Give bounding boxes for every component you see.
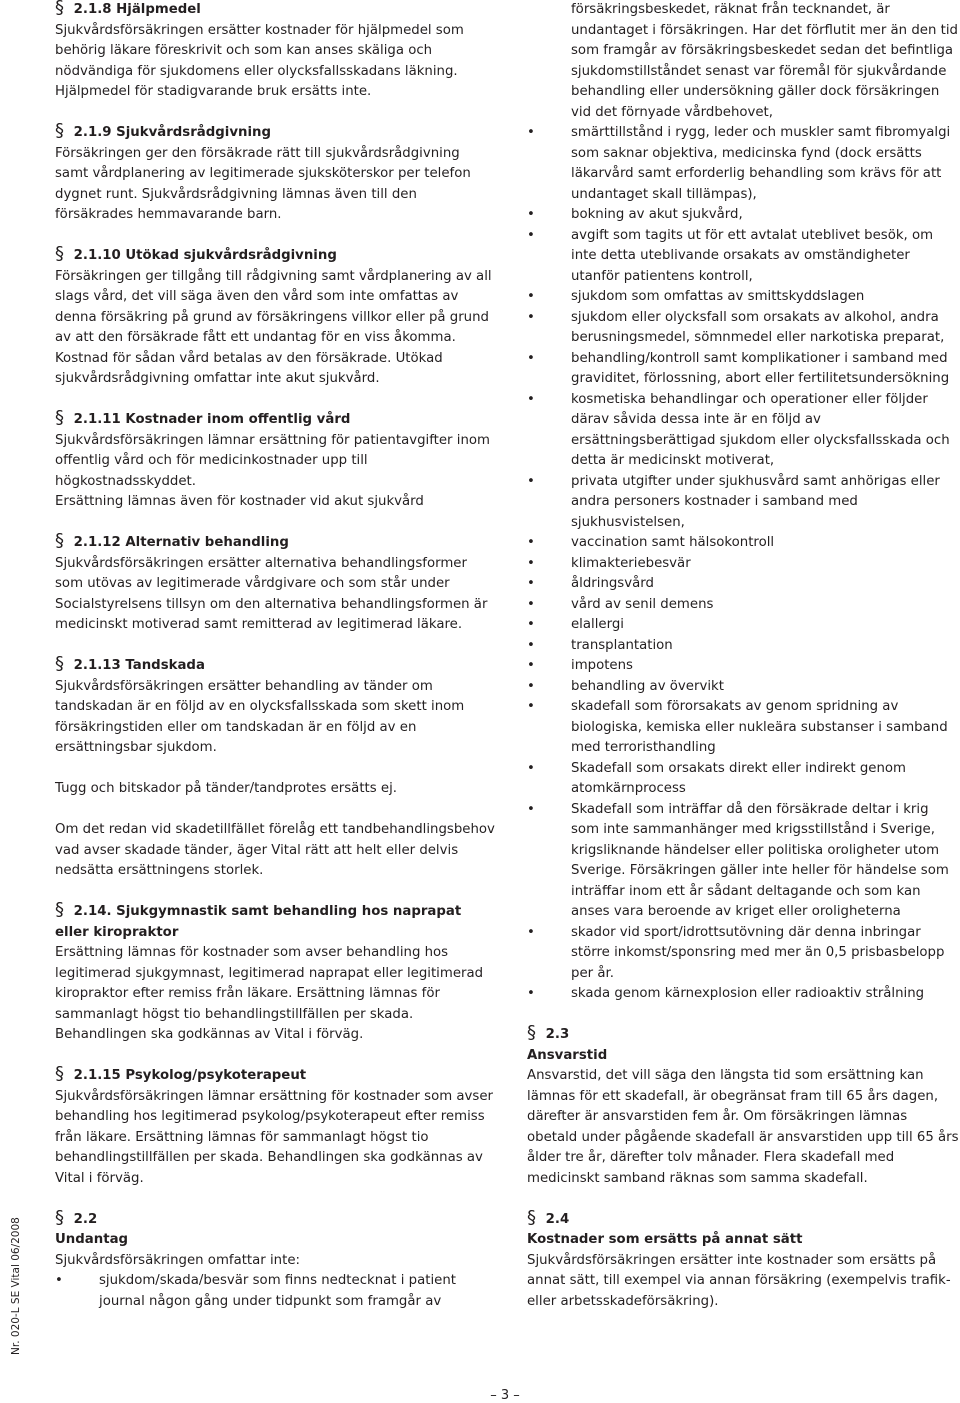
list-item: • Skadefall som orsakats direkt eller indirekt genom atomkärnprocess — [527, 759, 959, 800]
section-body-2: Ersättning lämnas även för kostnader vid akut sjukvård — [55, 494, 424, 509]
list-item: • elallergi — [527, 615, 959, 636]
heading-text: 2.1.10 Utökad sjukvårdsrådgivning — [73, 248, 337, 263]
list-item: • sjukdom/skada/besvär som finns nedtecknat i patient journal någon gång under tidpunkt som framgår av — [55, 1271, 495, 1312]
section-body: Försäkringen ger den försäkrade rätt till sjukvårdsrådgivning samt vårdplanering av legitimerade sjuksköterskor per telefon dygnet runt. Sjukvårdsrådgivning lämnas även till den försäkrades hemmavarande barn. — [55, 145, 471, 222]
section-number — [527, 1206, 959, 1231]
list-item: • Skadefall som inträffar då den försäkrade deltar i krig som inte sammanhänger med krigsstillstånd i Sverige, krigsliknande händelser eller politiska oroligheter utom Sverige. Försäkringen gäller inte heller för händelse som inträffar inom ett år sådant deltagande och som kan anses vara beroende av kriget eller oroligheterna — [527, 800, 959, 923]
section-2-1-9 — [55, 120, 495, 226]
section-2-1-15 — [55, 1063, 495, 1189]
section-heading: Undantag — [55, 1232, 129, 1247]
section-2-1-13 — [55, 653, 495, 882]
section-2-1-12 — [55, 530, 495, 636]
section-sign-icon: § — [55, 653, 64, 674]
heading-number: 2.3 — [545, 1027, 570, 1042]
section-sign-icon: § — [55, 407, 64, 428]
section-heading — [55, 243, 495, 267]
list-item: • behandling/kontroll samt komplikationer i samband med graviditet, förlossning, abort eller fertilitetsundersökning — [527, 349, 959, 390]
section-heading — [55, 899, 495, 943]
list-item: • privata utgifter under sjukhusvård samt anhörigas eller andra personers kostnader i samband med sjukhusvistelsen, — [527, 472, 959, 534]
list-item: • sjukdom som omfattas av smittskyddslagen — [527, 287, 959, 308]
section-body: Sjukvårdsförsäkringen lämnar ersättning för kostnader som avser behandling hos legitimerad psykolog/psykoterapeut efter remiss från läkare. Ersättning lämnas för sammanlagt högst tio behandlingstillfällen per skada. Behandlingen ska godkännas av Vital i förväg. — [55, 1088, 493, 1186]
document-reference: Nr. 020-L SE Vital 06/2008 — [10, 1217, 22, 1355]
section-body: Försäkringen ger tillgång till rådgivning samt vårdplanering av all slags vård, det vill säga även den vård som inte omfattas av denna försäkring på grund av försäkringens villkor eller på grund av att den försäkrade fått ett undantag för en viss åkomma. Kostnad för sådan vård betalas av den försäkrade. Utökad sjukvårdsrådgivning omfattar inte akut sjukvård. — [55, 268, 492, 386]
section-sign-icon: § — [527, 1022, 536, 1043]
section-heading — [55, 1063, 495, 1087]
heading-number: 2.4 — [545, 1211, 570, 1227]
section-body: Sjukvårdsförsäkringen ersätter behandling av tänder om tandskadan är en följd av en olycksfallsskada som skett inom försäkringstiden eller om tandskadan är en följd av en ersättningsbar sjukdom. — [55, 678, 465, 755]
exclusion-list — [55, 1271, 495, 1312]
list-item: • behandling av övervikt — [527, 677, 959, 698]
list-item: • kosmetiska behandlingar och operationer eller följder därav såvida dessa inte är en följd av ersättningsberättigad sjukdom eller olycksfallsskada och detta är medicinskt motiverat, — [527, 390, 959, 472]
section-heading: Ansvarstid — [527, 1047, 608, 1063]
section-body-2: Tugg och bitskador på tänder/tandprotes ersätts ej. — [55, 781, 398, 796]
section-heading — [55, 653, 495, 677]
section-number — [527, 1022, 959, 1046]
section-body: Sjukvårdsförsäkringen lämnar ersättning för patientavgifter inom offentlig vård och för medicinkostnader upp till högkostnadsskyddet. — [55, 432, 490, 489]
list-item: • klimakteriebesvär — [527, 554, 959, 575]
section-2-1-10 — [55, 243, 495, 390]
right-column — [527, 0, 959, 1333]
section-sign-icon: § — [55, 530, 64, 551]
section-2-14 — [55, 899, 495, 1046]
left-column — [55, 0, 495, 1312]
heading-text: 2.1.9 Sjukvårdsrådgivning — [73, 125, 272, 140]
exclusion-list — [527, 123, 959, 1005]
list-item: • skador vid sport/idrottsutövning där denna inbringar större inkomst/sponsring med mer än 0,5 prisbasbelopp per år. — [527, 923, 959, 985]
heading-text: 2.1.11 Kostnader inom offentlig vård — [73, 412, 351, 427]
exclusions-continued — [527, 0, 959, 1005]
section-sign-icon: § — [55, 899, 64, 920]
section-body: Sjukvårdsförsäkringen ersätter kostnader för hjälpmedel som behörig läkare föreskrivit och som kan anses skäliga och nödvändiga för sjukdomens eller olycksfallsskadans läkning. Hjälpmedel för stadigvarande bruk ersätts inte. — [55, 22, 464, 99]
section-body: Ersättning lämnas för kostnader som avser behandling hos legitimerad sjukgymnast, legitimerad naprapat eller legitimerad kiropraktor efter remiss från läkare. Ersättning lämnas för sammanlagt högst tio behandlingstillfällen per skada. Behandlingen ska godkännas av Vital i förväg. — [55, 945, 484, 1042]
section-heading — [55, 407, 495, 431]
section-2-1-11 — [55, 407, 495, 513]
section-heading — [55, 0, 495, 21]
list-item: • smärttillstånd i rygg, leder och muskler samt fibromyalgi som saknar objektiva, medicinska fynd (dock ersätts läkarvård samt erforderlig behandling som krävs för att undantaget skall tillämpas), — [527, 123, 959, 205]
heading-number: 2.2 — [73, 1211, 98, 1227]
heading-text: 2.14. Sjukgymnastik samt behandling hos naprapat eller kiropraktor — [55, 904, 462, 940]
section-body: Sjukvårdsförsäkringen ersätter alternativa behandlingsformer som utövas av legitimerade vårdgivare och som står under Socialstyrelsens tillsyn om den alternativa behandlingsformen är medicinskt motiverad samt remitterad av legitimerad läkare. — [55, 555, 488, 632]
list-item: • sjukdom eller olycksfall som orsakats av alkohol, andra berusningsmedel, sömnmedel eller narkotiska preparat, — [527, 308, 959, 349]
section-heading — [55, 120, 495, 144]
list-item: • transplantation — [527, 636, 959, 657]
section-body: Sjukvårdsförsäkringen ersätter inte kostnader som ersätts på annat sätt, till exempel via annan försäkring (exempelvis trafik- eller arbetsskadeförsäkring). — [527, 1252, 951, 1309]
section-sign-icon: § — [55, 1206, 64, 1228]
list-item: • skadefall som förorsakats av genom spridning av biologiska, kemiska eller nukleära substanser i samband med terroristhandling — [527, 697, 959, 759]
heading-text: 2.1.13 Tandskada — [73, 658, 205, 673]
section-2-4 — [527, 1206, 959, 1313]
heading-text: 2.1.12 Alternativ behandling — [73, 535, 289, 550]
section-sign-icon: § — [527, 1206, 536, 1228]
heading-text: 2.1.8 Hjälpmedel — [73, 2, 201, 17]
section-sign-icon: § — [55, 0, 64, 18]
section-heading — [55, 530, 495, 554]
section-body: Sjukvårdsförsäkringen omfattar inte: — [55, 1252, 300, 1268]
section-sign-icon: § — [55, 1063, 64, 1084]
section-sign-icon: § — [55, 243, 64, 264]
list-item: • skada genom kärnexplosion eller radioaktiv strålning — [527, 984, 959, 1005]
list-item: • impotens — [527, 656, 959, 677]
exclusion-list-continued — [527, 0, 959, 123]
section-2-1-8 — [55, 0, 495, 103]
list-item: • bokning av akut sjukvård, — [527, 205, 959, 226]
section-sign-icon: § — [55, 120, 64, 141]
heading-text: 2.1.15 Psykolog/psykoterapeut — [73, 1068, 307, 1083]
section-number — [55, 1206, 495, 1231]
page-number: – 3 – — [490, 1388, 520, 1403]
section-body: Ansvarstid, det vill säga den längsta tid som ersättning kan lämnas för ett skadefall, är obegränsat fram till 65 års dagen, därefter är ansvarstiden fem år. Om försäkringen lämnas obetald under pågående skadefall är ansvarstiden upp till 65 års ålder tre år, därefter tolv månader. Flera skadefall med medicinskt samband räknas som samma skadefall. — [527, 1068, 959, 1186]
list-item: • vård av senil demens — [527, 595, 959, 616]
section-body-3: Om det redan vid skadetillfället förelåg ett tandbehandlingsbehov vad avser skadade tänder, äger Vital rätt att helt eller delvis nedsätta ersättningens storlek. — [55, 822, 495, 878]
list-item-continued: försäkringsbeskedet, räknat från tecknandet, är undantaget i försäkringen. Har det förflutit mer än den tid som framgår av försäkringsbeskedet sedan det befintliga sjukdomstillståndet senast var föremål för sjukvårdande behandling eller undersökning gäller dock försäkringen vid det förnyade vårdbehovet, — [571, 2, 958, 120]
list-item: • åldringsvård — [527, 574, 959, 595]
section-2-2 — [55, 1206, 495, 1313]
list-item: • avgift som tagits ut för ett avtalat uteblivet besök, om inte detta uteblivande orsakats av omständigheter utanför patientens kontroll, — [527, 226, 959, 288]
section-heading: Kostnader som ersätts på annat sätt — [527, 1232, 803, 1247]
section-2-3 — [527, 1022, 959, 1189]
list-item: • vaccination samt hälsokontroll — [527, 533, 959, 554]
